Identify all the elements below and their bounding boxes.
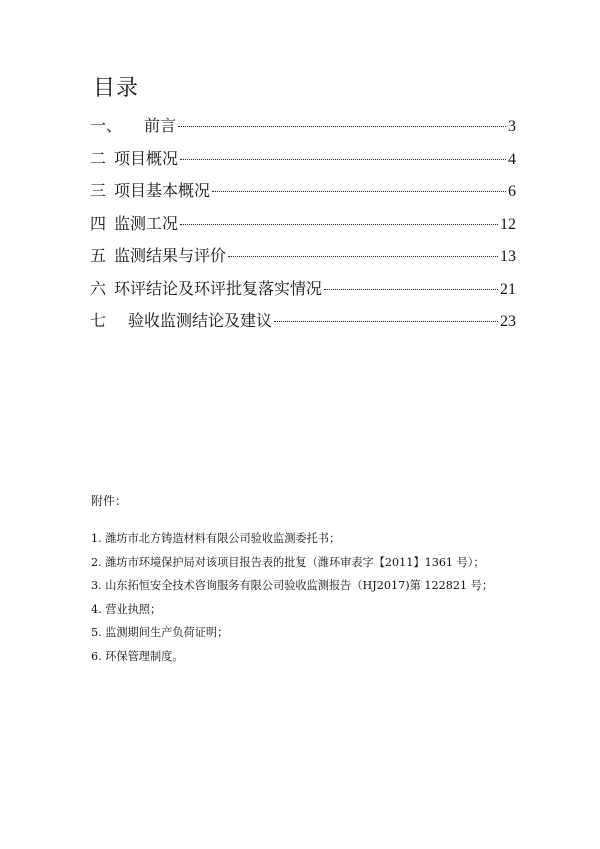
toc-title: 目录 [93, 76, 140, 101]
toc-entry-number: 七 [90, 311, 107, 330]
toc-entry-1[interactable] [90, 114, 516, 147]
attachment-item: 6. 环保管理制度。 [91, 649, 184, 663]
toc-leader-dots [274, 321, 498, 322]
toc-entry-page: 13 [500, 248, 516, 265]
toc-leader-dots [178, 126, 506, 127]
toc-entry-label: 环评结论及环评批复落实情况 [114, 278, 323, 298]
attachments-title: 附件： [91, 494, 128, 508]
toc-leader-dots [180, 224, 498, 225]
toc-entry-label: 项目基本概况 [114, 181, 211, 200]
toc-entry-label: 验收监测结论及建议 [128, 311, 273, 330]
attachment-item: 2. 潍坊市环境保护局对该项目报告表的批复（潍环审表字【2011】1361 号）； [91, 555, 485, 569]
toc-entry-4[interactable] [90, 212, 516, 245]
toc-entry-5[interactable] [90, 244, 516, 277]
toc-entry-number: 五 [90, 246, 107, 265]
toc-entry-number: 六 [90, 278, 107, 298]
toc-entry-6[interactable] [90, 277, 516, 310]
toc-entry-number: 二 [90, 148, 107, 168]
toc-leader-dots [228, 256, 498, 257]
toc-entry-page: 6 [508, 183, 516, 200]
toc-entry-2[interactable] [90, 147, 516, 180]
toc-entry-number: 四 [90, 213, 107, 233]
toc-entry-label: 项目概况 [114, 148, 179, 168]
toc-entry-page: 3 [508, 118, 516, 135]
toc-entry-page: 12 [500, 215, 516, 233]
toc-entry-label: 监测结果与评价 [114, 246, 227, 265]
toc-entry-7[interactable] [90, 309, 516, 342]
toc-entry-3[interactable] [90, 179, 516, 212]
toc-entry-page: 23 [500, 313, 516, 330]
toc-entry-number: 三 [90, 181, 107, 200]
attachments-list [91, 531, 561, 673]
toc-entry-number: 一、 [90, 116, 123, 135]
attachment-item: 1. 潍坊市北方铸造材料有限公司验收监测委托书； [91, 532, 341, 545]
toc-entry-label: 前言 [144, 116, 177, 135]
toc-entry-page: 4 [508, 150, 516, 168]
toc-leader-dots [212, 191, 506, 192]
attachment-item: 3. 山东拓恒安全技术咨询服务有限公司验收监测报告（HJ2017)第 122821 号； [91, 579, 494, 593]
toc-list [90, 114, 516, 342]
attachment-item: 5. 监测期间生产负荷证明； [91, 626, 229, 640]
toc-leader-dots [324, 289, 498, 290]
toc-entry-page: 21 [500, 280, 516, 298]
toc-entry-label: 监测工况 [114, 213, 179, 233]
toc-leader-dots [180, 159, 506, 160]
attachment-item: 4. 营业执照； [91, 602, 162, 616]
